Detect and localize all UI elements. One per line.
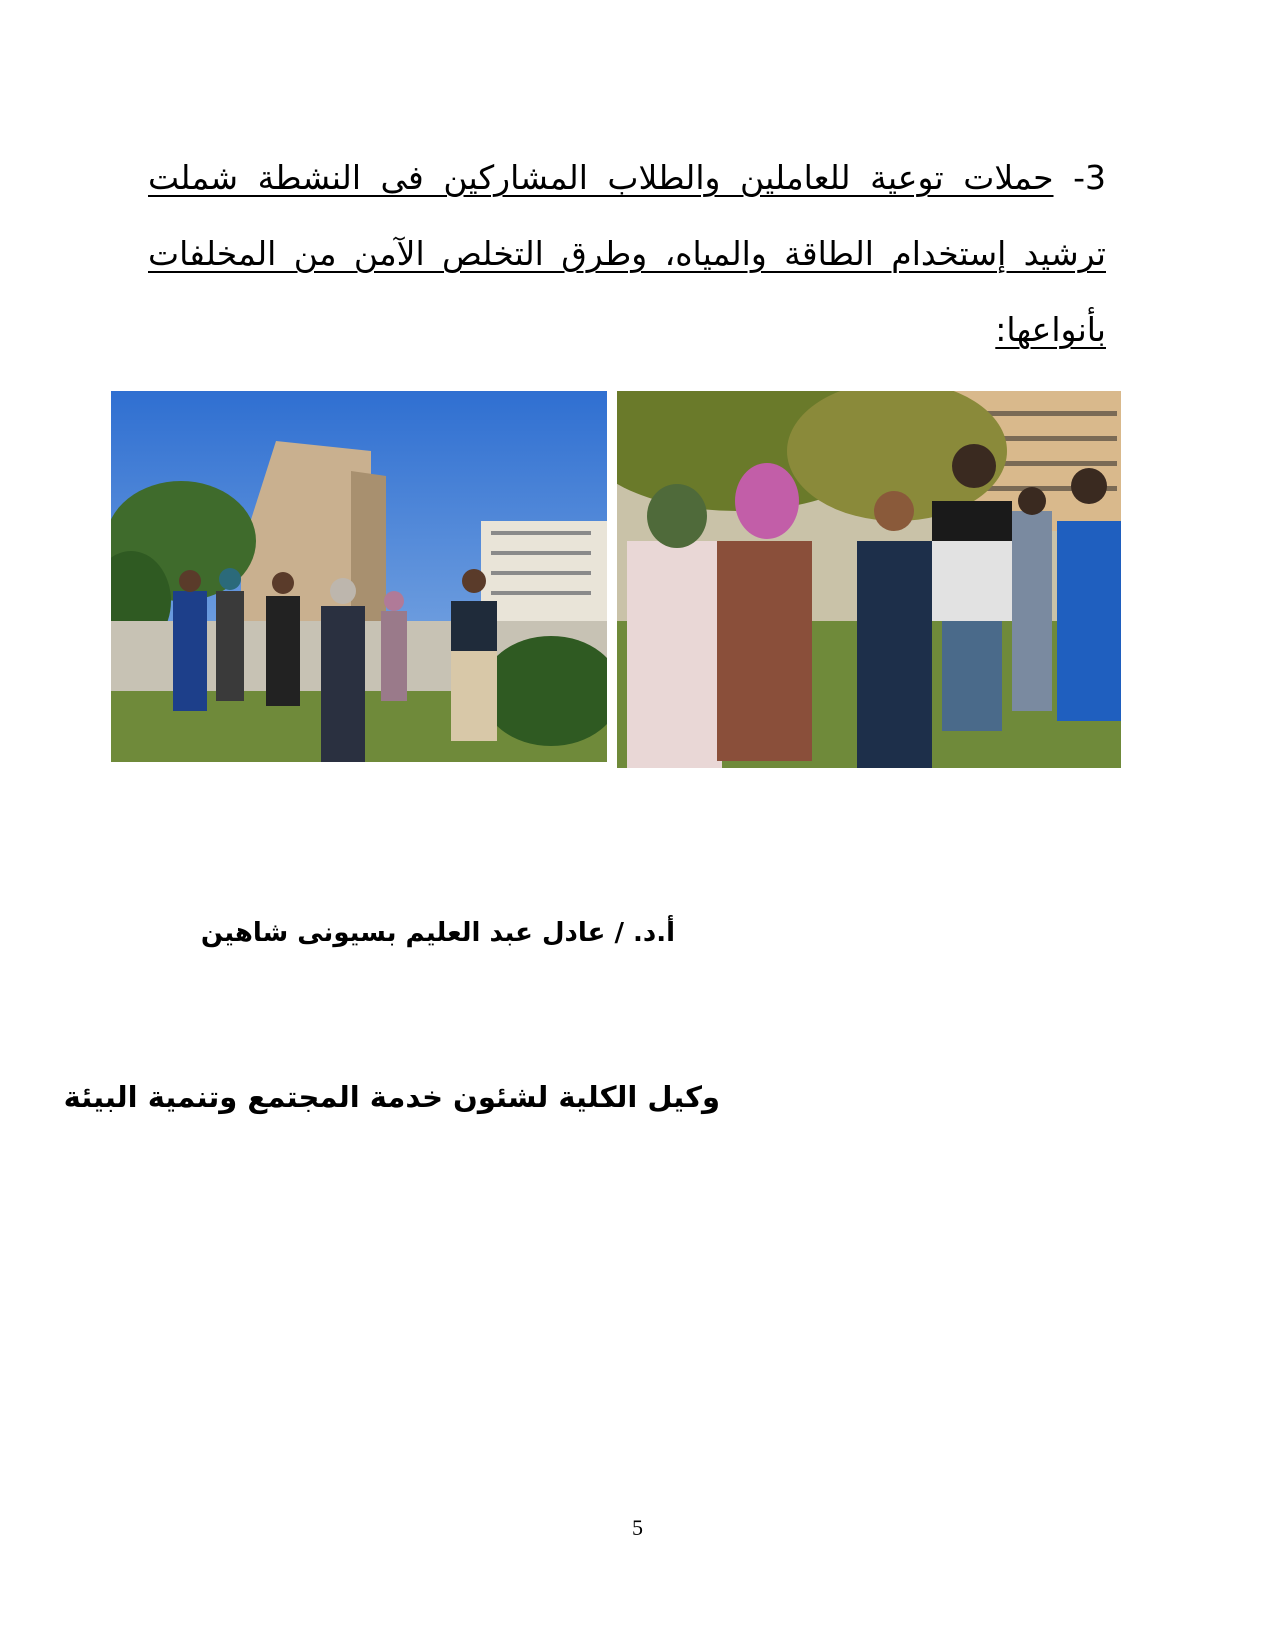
photo-left-image <box>111 391 607 762</box>
heading-line-2 <box>148 216 1106 292</box>
photo-right-image <box>617 391 1121 768</box>
signatory-name: أ.د. / عادل عبد العليم بسيونى شاهين <box>200 918 675 948</box>
heading-line-1 <box>148 140 1106 216</box>
heading-text-3: بأنواعها: <box>995 310 1106 349</box>
heading-number: 3- <box>1073 158 1106 197</box>
signatory-title: وكيل الكلية لشئون خدمة المجتمع وتنمية البيئة <box>63 1080 720 1114</box>
page-number: 5 <box>632 1515 643 1540</box>
photo-right <box>617 391 1121 768</box>
heading-text-2: ترشيد إستخدام الطاقة والمياه، وطرق التخلص الآمن من المخلفات <box>148 234 1106 273</box>
photo-left <box>111 391 607 762</box>
heading-line-3 <box>148 292 1106 368</box>
section-heading <box>148 140 1106 368</box>
heading-text-1: حملات توعية للعاملين والطلاب المشاركين فى النشطة شملت <box>148 158 1054 197</box>
